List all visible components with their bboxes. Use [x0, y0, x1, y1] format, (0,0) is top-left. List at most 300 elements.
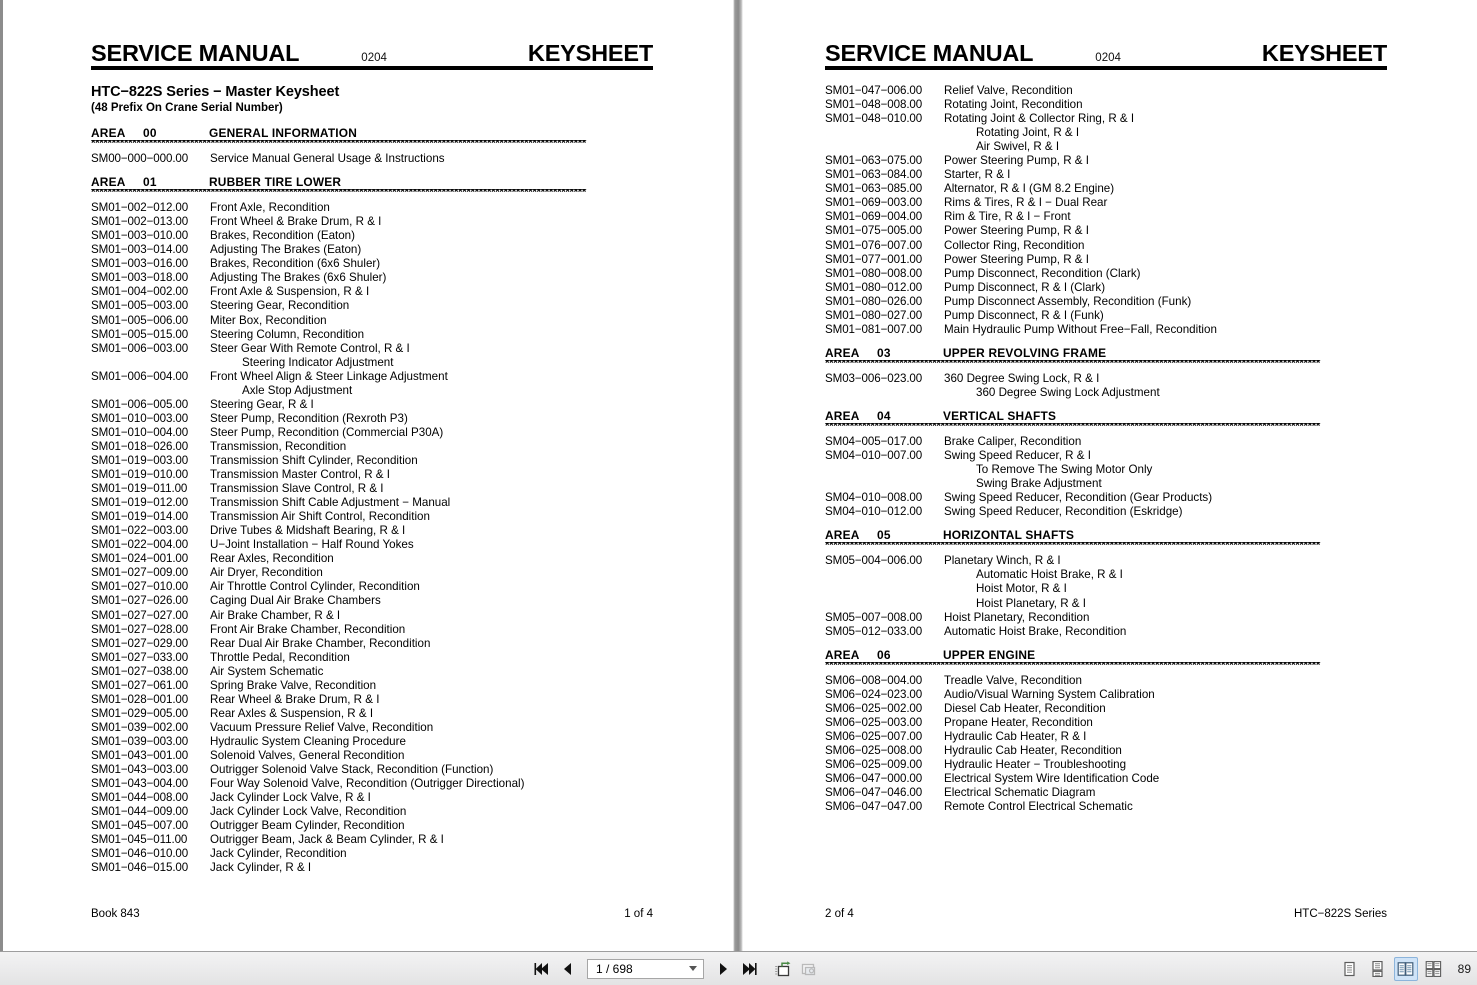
- keysheet-entry: [825, 196, 1425, 210]
- entry-description: Transmission Master Control, R & I: [210, 468, 390, 482]
- entry-code: SM06−025−003.00: [825, 715, 923, 729]
- last-page-icon[interactable]: [737, 957, 761, 981]
- entry-code: SM06−024−023.00: [825, 687, 923, 701]
- keysheet-entry: [91, 665, 691, 679]
- section-separator-rule: ************************************************************************************************************************: [91, 189, 587, 200]
- entry-description: Four Way Solenoid Valve, Recondition (Outrigger Directional): [210, 777, 525, 791]
- entry-code: SM05−007−008.00: [825, 610, 923, 624]
- entry-description: Air System Schematic: [210, 664, 324, 678]
- page-layout-group: [1338, 957, 1471, 981]
- area-heading: [91, 126, 691, 140]
- entry-description: Transmission Shift Cable Adjustment − Manual: [210, 496, 451, 510]
- entry-code: SM01−048−008.00: [825, 98, 923, 112]
- entry-description: Planetary Winch, R & I: [944, 554, 1061, 568]
- header-rule: [825, 66, 1387, 70]
- entry-description: Adjusting The Brakes (6x6 Shuler): [210, 271, 387, 285]
- keysheet-entry: [825, 84, 1425, 98]
- keysheet-entry: [825, 309, 1425, 323]
- page-1-footer: [91, 908, 653, 920]
- entry-description: Front Axle, Recondition: [210, 201, 330, 215]
- entry-code: SM06−025−002.00: [825, 701, 923, 715]
- entry-description: Power Steering Pump, R & I: [944, 224, 1089, 238]
- entry-code: SM01−022−004.00: [91, 538, 189, 552]
- keysheet-entry: [825, 140, 1425, 154]
- area-heading: [825, 648, 1425, 662]
- entry-code: SM01−003−018.00: [91, 271, 189, 285]
- keysheet-entry: [91, 285, 691, 299]
- keysheet-entry: [91, 243, 691, 257]
- entry-code: [825, 568, 944, 582]
- page-number-value: 1 / 698: [596, 961, 633, 976]
- area-number: 00: [143, 126, 157, 140]
- entry-code: SM01−077−001.00: [825, 252, 923, 266]
- chevron-down-icon[interactable]: [689, 966, 697, 971]
- keysheet-entry: [825, 98, 1425, 112]
- entry-code: SM01−027−010.00: [91, 580, 189, 594]
- pdf-navigation-toolbar[interactable]: [0, 951, 1477, 985]
- manual-code: 0204: [361, 52, 387, 64]
- area-title: UPPER REVOLVING FRAME: [943, 345, 1107, 360]
- entry-description: Main Hydraulic Pump Without Free−Fall, Recondition: [944, 322, 1217, 336]
- keysheet-entry: [91, 468, 691, 482]
- keysheet-entry: [91, 861, 691, 875]
- keysheet-entry: [825, 582, 1425, 596]
- entry-code: SM01−044−008.00: [91, 791, 189, 805]
- keysheet-entry: [91, 566, 691, 580]
- keysheet-entry: [825, 505, 1425, 519]
- keysheet-entry: [91, 609, 691, 623]
- entry-code: SM06−025−007.00: [825, 729, 923, 743]
- section-spacer: [825, 337, 1425, 346]
- keysheet-entry: [825, 730, 1425, 744]
- entry-description: Transmission, Recondition: [210, 439, 347, 453]
- entry-code: [825, 597, 944, 611]
- area-heading: [825, 528, 1425, 542]
- keysheet-entry: [91, 721, 691, 735]
- entry-code: [825, 386, 944, 400]
- entry-description: Solenoid Valves, General Recondition: [210, 748, 405, 762]
- keysheet-entry: [91, 482, 691, 496]
- keysheet-entry: [91, 833, 691, 847]
- entry-code: SM01−019−010.00: [91, 468, 189, 482]
- entry-description: Rim & Tire, R & I − Front: [944, 210, 1071, 224]
- keysheet-entry: [91, 580, 691, 594]
- entry-code: SM01−027−027.00: [91, 608, 189, 622]
- keysheet-entry: [825, 435, 1425, 449]
- page-2-footer: [825, 908, 1387, 920]
- entry-code: [825, 463, 944, 477]
- entry-code: SM01−003−014.00: [91, 243, 189, 257]
- previous-view-icon[interactable]: [771, 957, 795, 981]
- section-spacer: [825, 639, 1425, 648]
- keysheet-entry: [91, 271, 691, 285]
- entry-code: SM06−025−009.00: [825, 757, 923, 771]
- keysheet-entry: [825, 182, 1425, 196]
- section-spacer: [825, 519, 1425, 528]
- entry-description: Hydraulic Cab Heater, Recondition: [944, 743, 1122, 757]
- entry-code: SM01−080−012.00: [825, 280, 923, 294]
- keysheet-entry: [91, 201, 691, 215]
- entry-code: SM01−080−027.00: [825, 308, 923, 322]
- entry-code: SM01−063−084.00: [825, 168, 923, 182]
- entry-description: Hydraulic System Cleaning Procedure: [210, 734, 406, 748]
- entry-code: SM01−019−014.00: [91, 510, 189, 524]
- keysheet-entry: [91, 440, 691, 454]
- next-view-icon[interactable]: [797, 957, 821, 981]
- entry-description: Power Steering Pump, R & I: [944, 252, 1089, 266]
- area-number: 04: [877, 408, 891, 423]
- entry-description: Outrigger Beam Cylinder, Recondition: [210, 819, 405, 833]
- entry-code: SM01−005−015.00: [91, 327, 189, 341]
- area-heading: [91, 175, 691, 189]
- entry-code: SM01−004−002.00: [91, 285, 189, 299]
- continuous-scroll-view-icon[interactable]: [1366, 957, 1390, 981]
- section-spacer: [91, 166, 691, 175]
- keysheet-entry: [825, 372, 1425, 386]
- keysheet-entry: [825, 168, 1425, 182]
- entry-description: Outrigger Solenoid Valve Stack, Recondition (Function): [210, 763, 494, 777]
- entry-code: SM01−018−026.00: [91, 439, 189, 453]
- keysheet-entry: [825, 800, 1425, 814]
- entry-description: Adjusting The Brakes (Eaton): [210, 243, 362, 257]
- entry-description: Remote Control Electrical Schematic: [944, 800, 1133, 814]
- keysheet-entry: [91, 496, 691, 510]
- entry-description: Rotating Joint & Collector Ring, R & I: [944, 112, 1135, 126]
- entry-code: SM01−019−011.00: [91, 482, 188, 496]
- series-name: HTC−822S Series: [1294, 908, 1387, 920]
- entry-code: SM03−006−023.00: [825, 371, 923, 385]
- entry-code: SM01−080−008.00: [825, 266, 923, 280]
- entry-code: SM01−043−004.00: [91, 777, 189, 791]
- entry-description: Jack Cylinder Lock Valve, R & I: [210, 791, 371, 805]
- entry-description: Alternator, R & I (GM 8.2 Engine): [944, 182, 1115, 196]
- entry-code: SM01−081−007.00: [825, 322, 923, 336]
- keysheet-entry: [825, 449, 1425, 463]
- page-1-subtitle: [91, 84, 339, 114]
- keysheet-entry: [91, 299, 691, 313]
- keysheet-entry: [825, 281, 1425, 295]
- keysheet-entry: [91, 847, 691, 861]
- entry-description: Vacuum Pressure Relief Valve, Recondition: [210, 720, 434, 734]
- entry-description: Propane Heater, Recondition: [944, 715, 1093, 729]
- keysheet-entry: [91, 594, 691, 608]
- entry-description: To Remove The Swing Motor Only: [976, 463, 1153, 477]
- entry-code: SM01−027−028.00: [91, 622, 189, 636]
- area-title: UPPER ENGINE: [943, 647, 1036, 662]
- keysheet-entry: [91, 805, 691, 819]
- serial-prefix-note: (48 Prefix On Crane Serial Number): [91, 102, 283, 114]
- entry-description: Automatic Hoist Brake, Recondition: [944, 624, 1127, 638]
- entry-description: Steering Indicator Adjustment: [242, 355, 394, 369]
- entry-code: SM01−069−004.00: [825, 210, 923, 224]
- entry-description: Power Steering Pump, R & I: [944, 154, 1089, 168]
- document-page-1[interactable]: [3, 0, 733, 951]
- entry-code: SM01−010−004.00: [91, 425, 189, 439]
- entry-code: [91, 356, 210, 370]
- header-rule: [91, 66, 653, 70]
- entry-code: SM06−025−008.00: [825, 743, 923, 757]
- entry-description: Front Wheel & Brake Drum, R & I: [210, 215, 382, 229]
- entry-code: SM01−006−003.00: [91, 341, 189, 355]
- sheet-number: 1 of 4: [624, 908, 653, 920]
- entry-description: Relief Valve, Recondition: [944, 84, 1073, 97]
- area-number: 05: [877, 528, 891, 543]
- keysheet-entry: [825, 126, 1425, 140]
- entry-description: Miter Box, Recondition: [210, 313, 327, 327]
- entry-description: Air Brake Chamber, R & I: [210, 608, 341, 622]
- keysheet-entry: [825, 477, 1425, 491]
- area-heading: [825, 346, 1425, 360]
- section-separator-rule: ************************************************************************************************************************: [825, 542, 1321, 553]
- keysheet-entry: [825, 716, 1425, 730]
- entry-code: SM01−019−012.00: [91, 496, 189, 510]
- keysheet-entry: [91, 707, 691, 721]
- entry-code: SM01−063−085.00: [825, 182, 923, 196]
- keysheet-entry: [91, 398, 691, 412]
- entry-code: SM01−003−016.00: [91, 257, 189, 271]
- entry-code: SM04−010−008.00: [825, 491, 923, 505]
- keysheet-entry: [91, 454, 691, 468]
- book-number: Book 843: [91, 908, 140, 920]
- keysheet-entry: [825, 597, 1425, 611]
- entry-description: Outrigger Beam, Jack & Beam Cylinder, R & I: [210, 833, 444, 847]
- entry-description: 360 Degree Swing Lock, R & I: [944, 371, 1100, 385]
- entry-code: SM01−046−010.00: [91, 847, 189, 861]
- entry-code: SM01−027−061.00: [91, 678, 189, 692]
- entry-description: Pump Disconnect, R & I (Funk): [944, 308, 1104, 322]
- area-heading: [825, 409, 1425, 423]
- keysheet-entry: [91, 651, 691, 665]
- entry-description: Air Swivel, R & I: [976, 140, 1060, 154]
- two-page-continuous-view-icon[interactable]: [1422, 957, 1446, 981]
- entry-code: SM01−044−009.00: [91, 805, 189, 819]
- keysheet-entry: [91, 314, 691, 328]
- entry-description: Front Air Brake Chamber, Recondition: [210, 622, 406, 636]
- keysheet-entry: [91, 552, 691, 566]
- entry-code: SM00−000−000.00: [91, 152, 189, 166]
- keysheet-entry: [825, 267, 1425, 281]
- area-title: HORIZONTAL SHAFTS: [943, 528, 1075, 543]
- keysheet-entry: [91, 735, 691, 749]
- entry-description: Steering Gear, Recondition: [210, 299, 350, 313]
- entry-description: Swing Speed Reducer, Recondition (Eskridge): [944, 505, 1183, 519]
- entry-description: Rear Wheel & Brake Drum, R & I: [210, 692, 380, 706]
- entry-description: Jack Cylinder, Recondition: [210, 847, 347, 861]
- two-page-view-icon[interactable]: [1394, 957, 1418, 981]
- section-separator-rule: ************************************************************************************************************************: [825, 359, 1321, 370]
- entry-description: Hoist Planetary, Recondition: [944, 610, 1090, 624]
- entry-description: Axle Stop Adjustment: [242, 383, 353, 397]
- keysheet-entry: [825, 154, 1425, 168]
- entry-description: Steer Pump, Recondition (Commercial P30A): [210, 425, 444, 439]
- area-number: 06: [877, 647, 891, 662]
- entry-code: SM06−047−000.00: [825, 772, 923, 786]
- keysheet-entry: [825, 323, 1425, 337]
- entry-code: SM01−024−001.00: [91, 552, 189, 566]
- keysheet-label: KEYSHEET: [527, 40, 653, 66]
- entry-description: 360 Degree Swing Lock Adjustment: [976, 385, 1160, 399]
- document-page-2[interactable]: [743, 0, 1477, 951]
- area-word: AREA: [91, 126, 126, 140]
- entry-description: Hydraulic Cab Heater, R & I: [944, 729, 1087, 743]
- keysheet-entry: [825, 463, 1425, 477]
- entry-code: SM01−027−033.00: [91, 650, 189, 664]
- entry-code: SM01−080−026.00: [825, 294, 923, 308]
- entry-code: SM06−008−004.00: [825, 673, 923, 687]
- area-title: VERTICAL SHAFTS: [943, 408, 1057, 423]
- page-gutter: [733, 0, 743, 951]
- entry-code: SM01−039−003.00: [91, 734, 189, 748]
- keysheet-entry: [825, 386, 1425, 400]
- entry-code: SM04−010−007.00: [825, 449, 923, 463]
- area-word: AREA: [825, 528, 860, 543]
- page-1-content-list: [91, 126, 691, 875]
- entry-code: [825, 140, 944, 154]
- entry-description: Electrical Schematic Diagram: [944, 786, 1096, 800]
- keysheet-entry: [91, 791, 691, 805]
- area-title: GENERAL INFORMATION: [209, 126, 358, 140]
- entry-code: SM01−027−038.00: [91, 664, 189, 678]
- zoom-level-value[interactable]: 89: [1457, 961, 1471, 976]
- next-page-icon[interactable]: [711, 957, 735, 981]
- entry-code: SM01−027−029.00: [91, 636, 189, 650]
- section-separator-rule: ************************************************************************************************************************: [825, 423, 1321, 434]
- keysheet-entry: [91, 679, 691, 693]
- entry-description: Hoist Motor, R & I: [976, 582, 1067, 596]
- entry-description: Brake Caliper, Recondition: [944, 435, 1082, 449]
- entry-description: Swing Speed Reducer, R & I: [944, 449, 1091, 463]
- entry-description: Steer Pump, Recondition (Rexroth P3): [210, 411, 408, 425]
- keysheet-entry: [91, 328, 691, 342]
- entry-description: Steer Gear With Remote Control, R & I: [210, 341, 410, 355]
- keysheet-entry: [825, 611, 1425, 625]
- entry-code: SM01−002−013.00: [91, 215, 189, 229]
- entry-code: SM01−076−007.00: [825, 238, 923, 252]
- entry-description: Collector Ring, Recondition: [944, 238, 1085, 252]
- entry-description: Service Manual General Usage & Instructions: [210, 152, 445, 166]
- keysheet-entry: [91, 412, 691, 426]
- entry-description: U−Joint Installation − Half Round Yokes: [210, 538, 414, 552]
- entry-description: Front Wheel Align & Steer Linkage Adjustment: [210, 369, 448, 383]
- entry-code: SM01−047−006.00: [825, 84, 923, 97]
- entry-description: Air Throttle Control Cylinder, Recondition: [210, 580, 420, 594]
- service-manual-title: SERVICE MANUAL: [825, 40, 1034, 66]
- section-separator-rule: ************************************************************************************************************************: [91, 140, 587, 151]
- entry-description: Drive Tubes & Midshaft Bearing, R & I: [210, 524, 406, 538]
- entry-description: Transmission Shift Cylinder, Recondition: [210, 453, 418, 467]
- entry-code: SM01−005−006.00: [91, 313, 189, 327]
- entry-description: Pump Disconnect, R & I (Clark): [944, 280, 1106, 294]
- entry-code: SM01−046−015.00: [91, 861, 189, 875]
- keysheet-entry: [91, 370, 691, 384]
- entry-description: Rear Axles & Suspension, R & I: [210, 706, 374, 720]
- area-number: 03: [877, 345, 891, 360]
- keysheet-entry: [91, 229, 691, 243]
- keysheet-entry: [91, 342, 691, 356]
- keysheet-entry: [825, 744, 1425, 758]
- entry-code: SM05−012−033.00: [825, 624, 923, 638]
- keysheet-entry: [91, 749, 691, 763]
- keysheet-entry: [825, 224, 1425, 238]
- entry-description: Jack Cylinder, R & I: [210, 861, 312, 875]
- first-page-icon[interactable]: [530, 957, 554, 981]
- entry-description: Brakes, Recondition (6x6 Shuler): [210, 257, 381, 271]
- keysheet-entry: [91, 384, 691, 398]
- entry-description: Brakes, Recondition (Eaton): [210, 229, 355, 243]
- entry-description: Treadle Valve, Recondition: [944, 673, 1082, 687]
- entry-description: Air Dryer, Recondition: [210, 566, 323, 580]
- keysheet-entry: [825, 625, 1425, 639]
- entry-description: Swing Speed Reducer, Recondition (Gear Products): [944, 491, 1213, 505]
- keysheet-entry: [91, 623, 691, 637]
- keysheet-entry: [825, 568, 1425, 582]
- keysheet-entry: [825, 554, 1425, 568]
- keysheet-entry: [91, 819, 691, 833]
- page-2-header: [825, 40, 1387, 67]
- keysheet-entry: [825, 239, 1425, 253]
- entry-description: Diesel Cab Heater, Recondition: [944, 701, 1106, 715]
- entry-description: Hoist Planetary, R & I: [976, 596, 1086, 610]
- keysheet-entry: [825, 295, 1425, 309]
- keysheet-entry: [825, 786, 1425, 800]
- page-number-input[interactable]: [587, 959, 704, 979]
- entry-description: Jack Cylinder Lock Valve, Recondition: [210, 805, 407, 819]
- keysheet-entry: [91, 152, 691, 166]
- sheet-number: 2 of 4: [825, 908, 854, 920]
- entry-code: SM01−045−011.00: [91, 833, 188, 847]
- entry-code: SM01−063−075.00: [825, 154, 923, 168]
- entry-description: Audio/Visual Warning System Calibration: [944, 687, 1155, 701]
- area-word: AREA: [825, 408, 860, 423]
- entry-description: Starter, R & I: [944, 168, 1011, 182]
- section-separator-rule: ************************************************************************************************************************: [825, 661, 1321, 672]
- entry-description: Pump Disconnect Assembly, Recondition (Funk): [944, 294, 1192, 308]
- entry-description: Rear Dual Air Brake Chamber, Recondition: [210, 636, 431, 650]
- entry-code: SM01−045−007.00: [91, 819, 189, 833]
- previous-page-icon[interactable]: [556, 957, 580, 981]
- entry-description: Throttle Pedal, Recondition: [210, 650, 350, 664]
- keysheet-entry: [825, 112, 1425, 126]
- keysheet-entry: [91, 257, 691, 271]
- single-page-view-icon[interactable]: [1338, 957, 1362, 981]
- series-title: HTC−822S Series − Master Keysheet: [91, 84, 340, 100]
- keysheet-entry: [91, 693, 691, 707]
- entry-code: SM01−027−009.00: [91, 566, 189, 580]
- entry-code: SM01−010−003.00: [91, 411, 189, 425]
- entry-description: Automatic Hoist Brake, R & I: [976, 568, 1123, 582]
- area-word: AREA: [91, 175, 126, 190]
- entry-code: SM04−005−017.00: [825, 435, 923, 449]
- entry-description: Rims & Tires, R & I − Dual Rear: [944, 196, 1108, 210]
- entry-description: Rotating Joint, R & I: [976, 126, 1080, 140]
- entry-code: SM06−047−046.00: [825, 786, 923, 800]
- entry-description: Steering Column, Recondition: [210, 327, 365, 341]
- entry-code: [825, 582, 944, 596]
- entry-code: [825, 477, 944, 491]
- service-manual-title: SERVICE MANUAL: [91, 40, 300, 66]
- area-number: 01: [143, 175, 157, 190]
- keysheet-entry: [825, 702, 1425, 716]
- entry-code: SM01−006−005.00: [91, 397, 189, 411]
- page-2-content-list: [825, 84, 1425, 814]
- entry-code: SM05−004−006.00: [825, 554, 923, 568]
- keysheet-entry: [91, 215, 691, 229]
- keysheet-entry: [91, 426, 691, 440]
- area-word: AREA: [825, 345, 860, 360]
- entry-description: Swing Brake Adjustment: [976, 477, 1102, 491]
- page-navigation-group: [530, 957, 821, 981]
- entry-code: SM01−005−003.00: [91, 299, 189, 313]
